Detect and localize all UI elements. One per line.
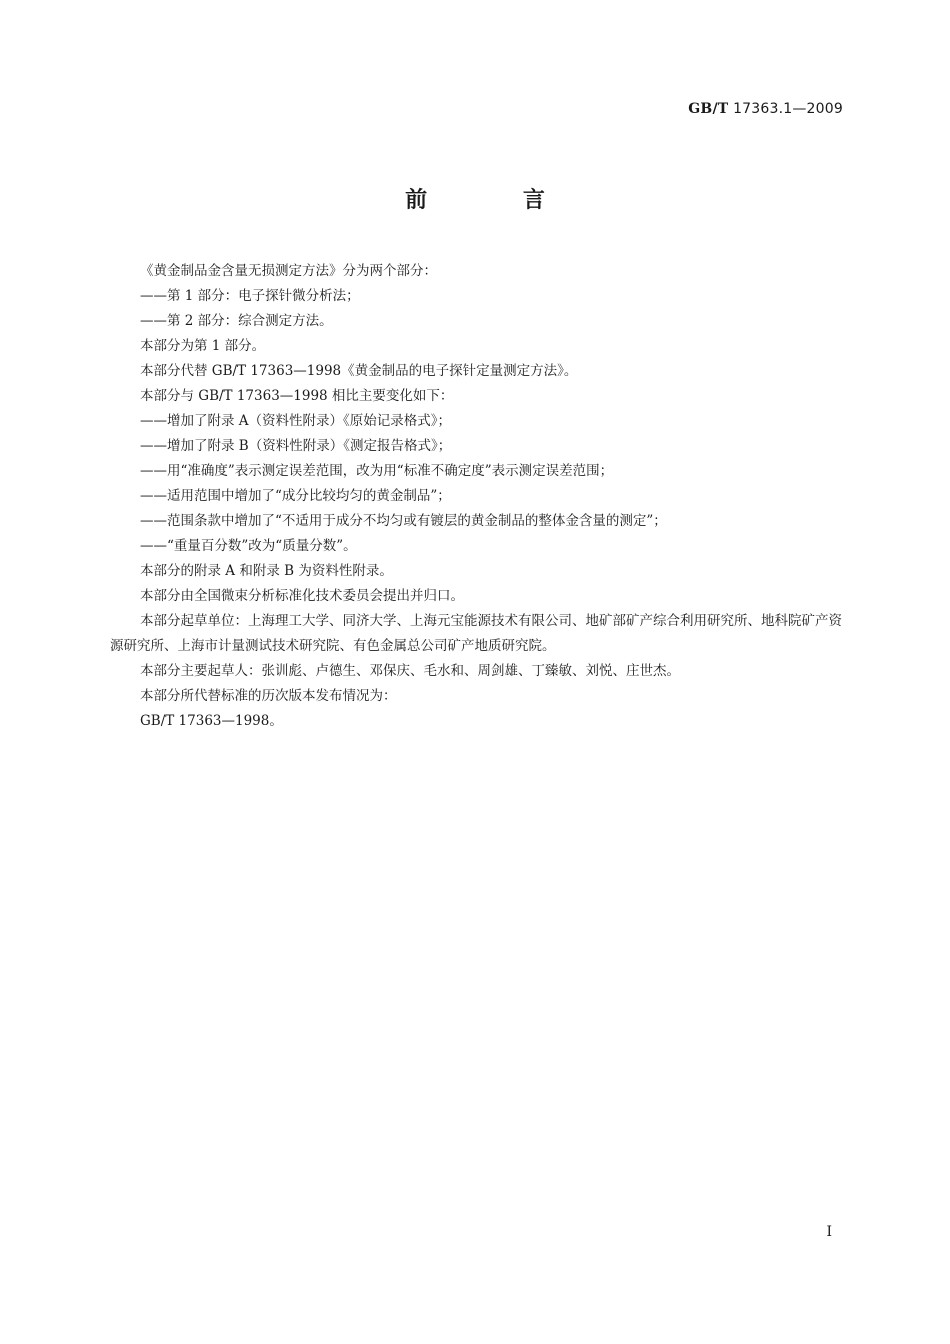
paragraph-proposed-by: 本部分由全国微束分析标准化技术委员会提出并归口。	[140, 588, 464, 604]
page-title: 前 言	[405, 188, 589, 213]
paragraph-history-version: GB/T 17363—1998。	[140, 713, 283, 729]
paragraph-parts-intro: 《黄金制品金含量无损测定方法》分为两个部分：	[140, 263, 437, 279]
paragraph-this-part: 本部分为第 1 部分。	[140, 338, 266, 354]
paragraph-drafting-units: 本部分起草单位：上海理工大学、同济大学、上海元宝能源技术有限公司、地矿部矿产综合利用研究所、地科院矿产资源研究所、上海市计量测试技术研究院、有色金属总公司矿产地质研究院。	[110, 613, 842, 654]
page-number: I	[826, 1224, 832, 1240]
paragraph-drafters: 本部分主要起草人：张训彪、卢德生、邓保庆、毛水和、周剑雄、丁臻敏、刘悦、庄世杰。	[140, 663, 680, 679]
paragraph-part-1: ——第 1 部分：电子探针微分析法；	[140, 288, 360, 304]
paragraph-annexes: 本部分的附录 A 和附录 B 为资料性附录。	[140, 563, 393, 579]
paragraph-change-annex-b: ——增加了附录 B（资料性附录）《测定报告格式》；	[140, 438, 452, 454]
foreword-body	[110, 259, 842, 734]
paragraph-change-scope-uniform: ——适用范围中增加了“成分比较均匀的黄金制品”；	[140, 488, 451, 504]
paragraph-replaces: 本部分代替 GB/T 17363—1998《黄金制品的电子探针定量测定方法》。	[140, 363, 578, 379]
paragraph-change-uncertainty: ——用“准确度”表示测定误差范围，改为用“标准不确定度”表示测定误差范围；	[140, 463, 614, 479]
paragraph-change-mass-fraction: ——“重量百分数”改为“质量分数”。	[140, 538, 357, 554]
paragraph-history-intro: 本部分所代替标准的历次版本发布情况为：	[140, 688, 397, 704]
standard-code	[688, 101, 843, 117]
paragraph-part-2: ——第 2 部分：综合测定方法。	[140, 313, 333, 329]
standard-number: 17363.1—2009	[733, 101, 843, 117]
standard-prefix: GB/T	[688, 101, 729, 117]
paragraph-change-scope-exclusion: ——范围条款中增加了“不适用于成分不均匀或有镀层的黄金制品的整体金含量的测定”；	[140, 513, 667, 529]
paragraph-changes-intro: 本部分与 GB/T 17363—1998 相比主要变化如下：	[140, 388, 454, 404]
paragraph-change-annex-a: ——增加了附录 A（资料性附录）《原始记录格式》；	[140, 413, 452, 429]
